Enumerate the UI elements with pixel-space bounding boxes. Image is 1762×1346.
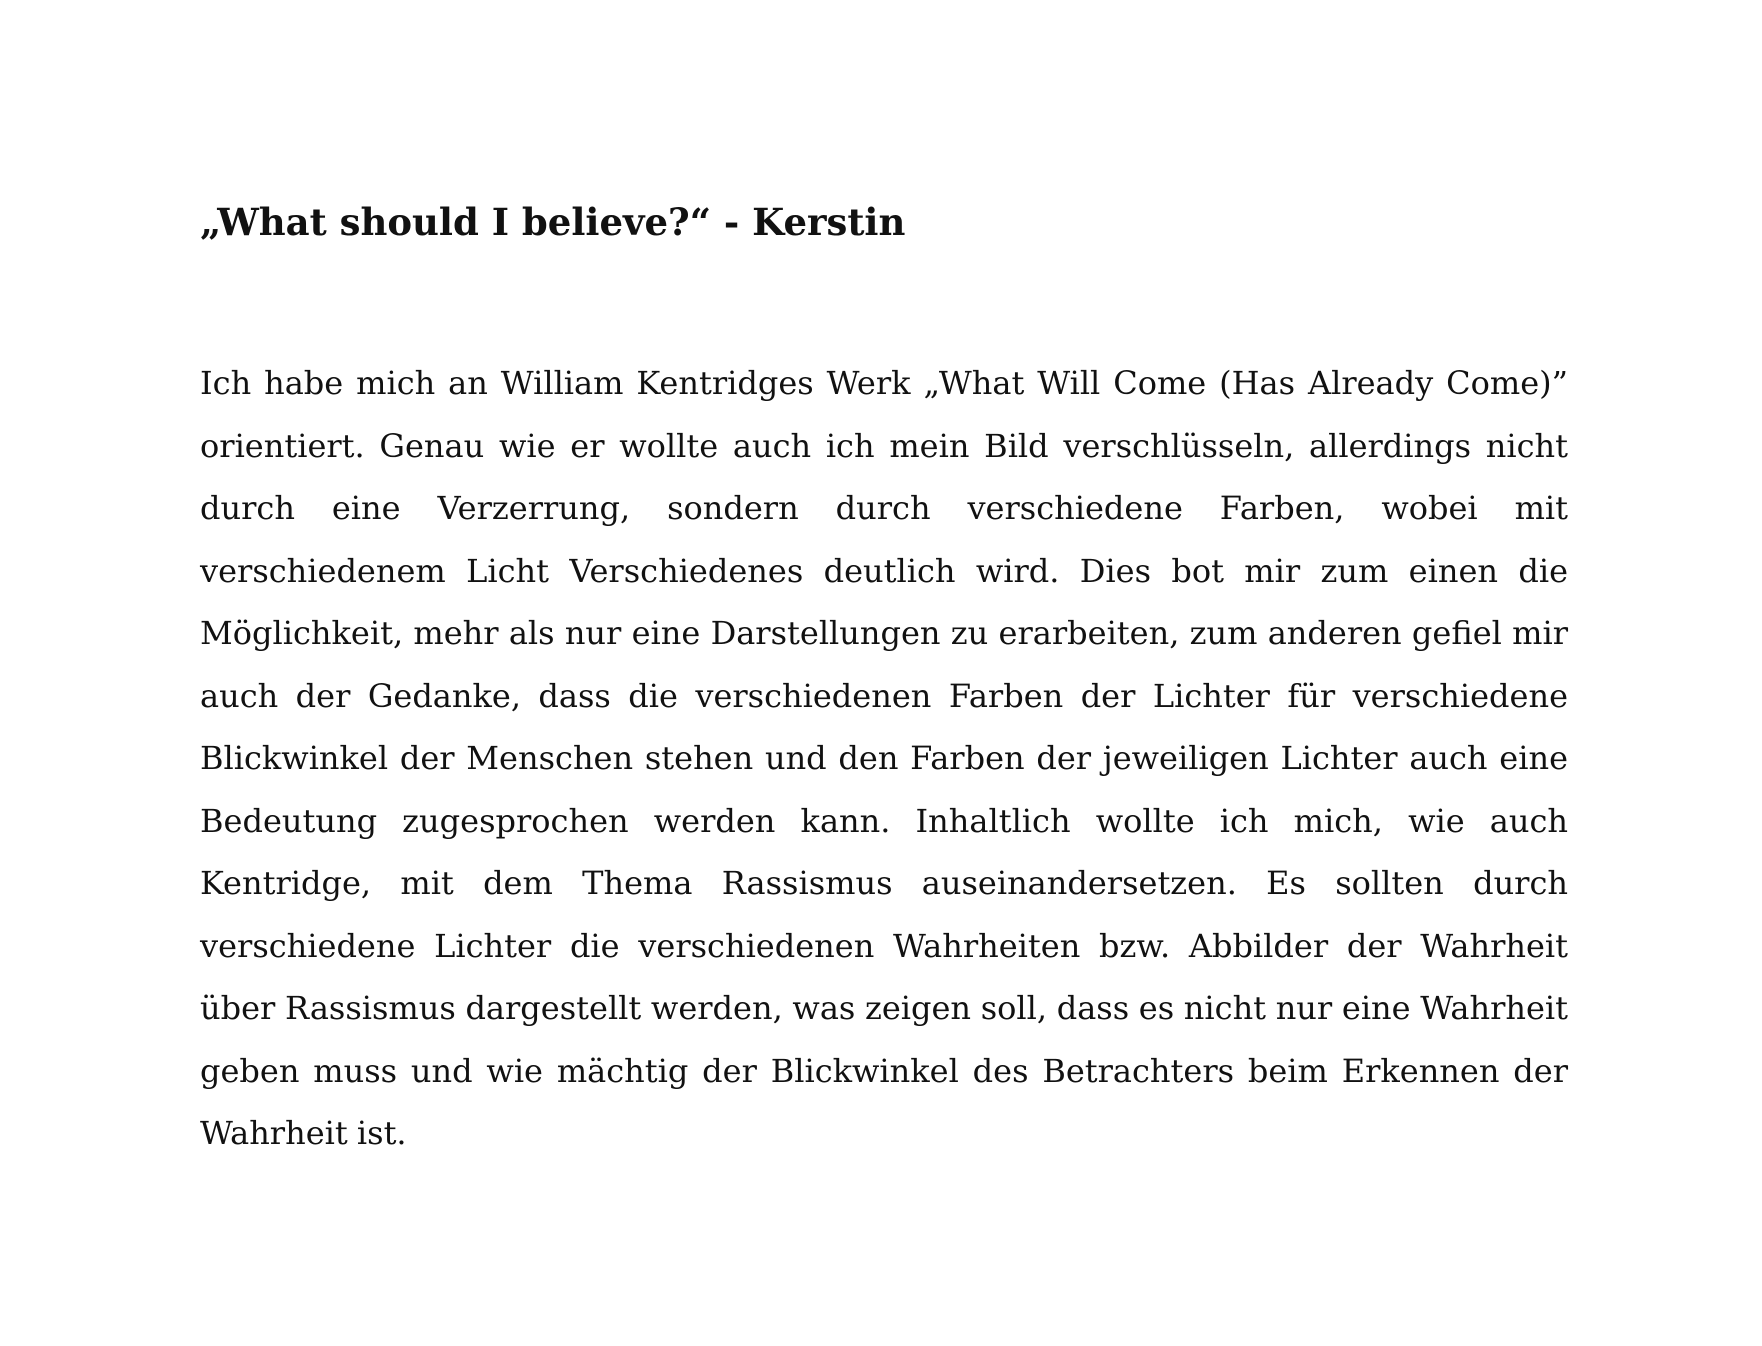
document-title: „What should I believe?“ - Kerstin bbox=[200, 200, 906, 244]
body-paragraph: Ich habe mich an William Kentridges Werk „What Will Come (Has Already Come)” orientiert. Genau wie er wollte auch ich mein Bild verschlüsseln, allerdings nicht durch eine Verzerrung, sondern durch verschiedene Farben, wobei mit verschiedenem Licht Verschiedenes deutlich wird. Dies bot mir zum einen die Möglichkeit, mehr als nur eine Darstellungen zu erarbeiten, zum anderen gefiel mir auch der Gedanke, dass die verschiedenen Farben der Lichter für verschiedene Blickwinkel der Menschen stehen und den Farben der jeweiligen Lichter auch eine Bedeutung zugesprochen werden kann. Inhaltlich wollte ich mich, wie auch Kentridge, mit dem Thema Rassismus auseinandersetzen. Es sollten durch verschiedene Lichter die verschiedenen Wahrheiten bzw. Abbilder der Wahrheit über Rassismus dargestellt werden, was zeigen soll, dass es nicht nur eine Wahrheit geben muss und wie mächtig der Blickwinkel des Betrachters beim Erkennen der Wahrheit ist. bbox=[200, 364, 1568, 1152]
